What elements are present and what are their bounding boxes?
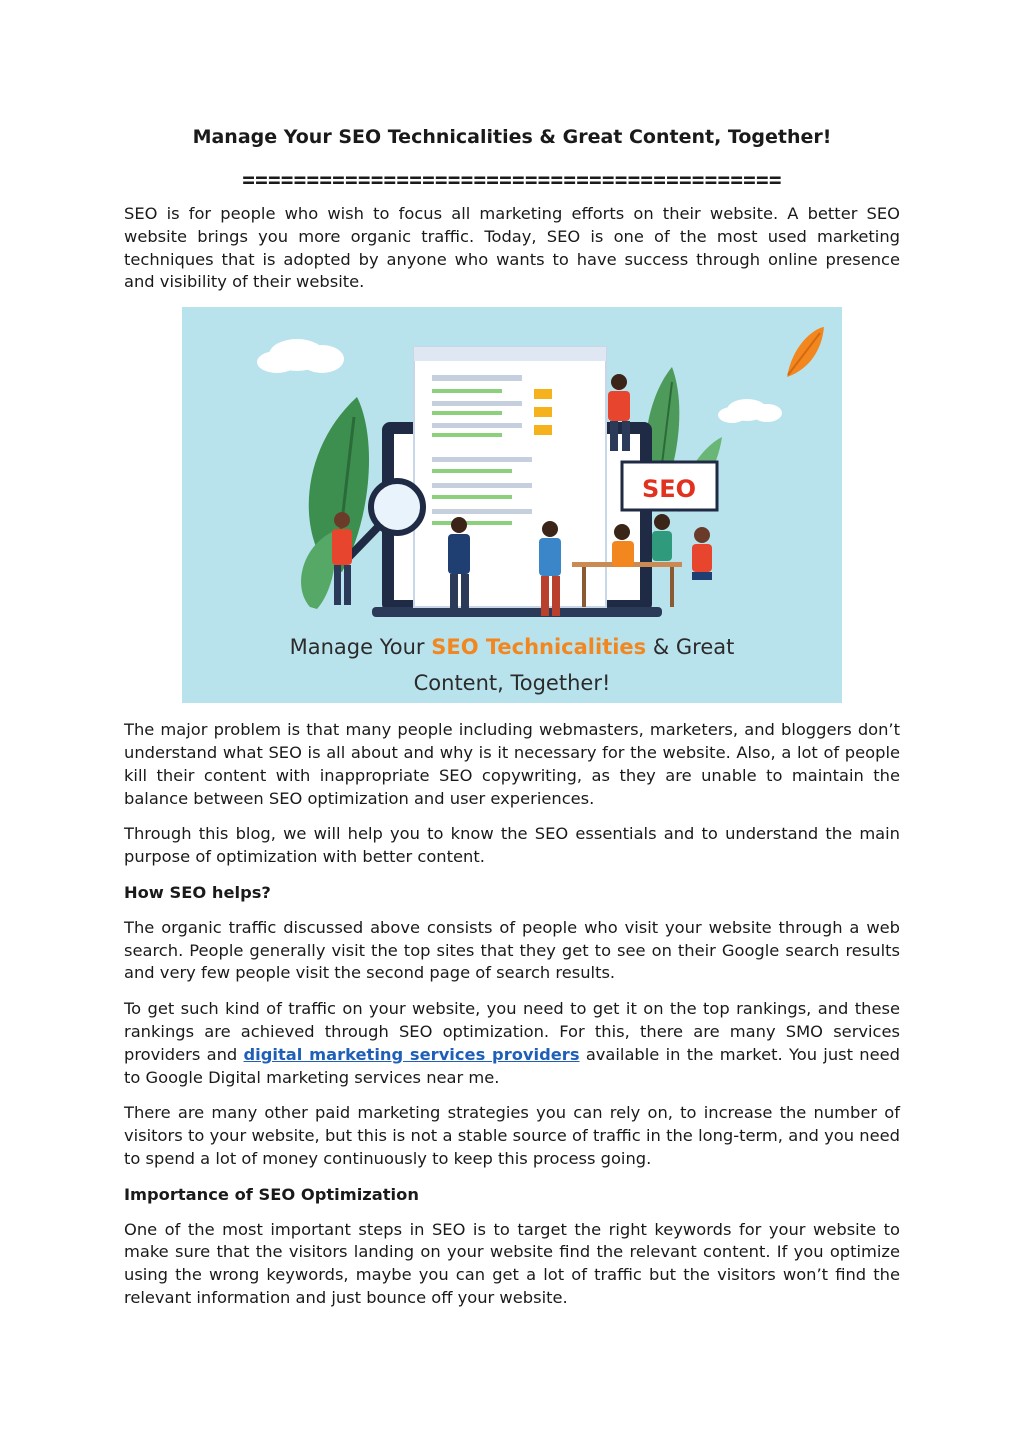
document-body [124, 123, 900, 1323]
seo-illustration-svg [182, 307, 842, 703]
intro-paragraph: SEO is for people who wish to focus all marketing efforts on their website. A better SEO website brings you more organic traffic. Today, SEO is one of the most used marketing techniques that is adopted by anyone who wants to have success through online presence and visibility of their website. [124, 204, 900, 292]
person-icon [692, 527, 712, 580]
keywords-paragraph: One of the most important steps in SEO is to target the right keywords for your website to make sure that the visitors landing on your website find the relevant content. If you optimize using the wrong keywords, maybe you can get a lot of traffic but the visitors won’t find the relevant information and just bounce off your website. [124, 1219, 900, 1307]
seo-illustration [182, 307, 842, 703]
paid-marketing-paragraph: There are many other paid marketing strategies you can rely on, to increase the number of visitors to your website, but this is not a stable source of traffic in the long-term, and you need to spend a lot of money continuously to keep this process going. [124, 1103, 900, 1168]
rankings-text-before-link: To get such kind of traffic on your website, you need to get it on the top rankings, and these rankings are achieved through SEO optimization. For this, there are many SMO services providers and [124, 999, 900, 1064]
problem-paragraph: The major problem is that many people including webmasters, marketers, and bloggers don’t understand what SEO is all about and why is it necessary for the website. Also, a lot of people kill their content with inappropriate SEO copywriting, as they are unable to maintain the balance between SEO optimization and user experiences. [124, 720, 900, 808]
seo-badge-label: SEO [641, 475, 697, 504]
organic-traffic-paragraph: The organic traffic discussed above consists of people who visit your website through a web search. People generally visit the top sites that they get to see on their Google search results and very few people visit the second page of search results. [124, 917, 900, 983]
seo-badge-icon [622, 462, 717, 510]
section-heading-importance: Importance of SEO Optimization [124, 1184, 419, 1204]
section-heading-how-seo-helps: How SEO helps? [124, 882, 271, 902]
rankings-paragraph [124, 998, 900, 1089]
blog-purpose-paragraph: Through this blog, we will help you to know the SEO essentials and to understand the main purpose of optimization with better content. [124, 824, 900, 867]
illustration-caption-line1: Manage Your SEO Technicalities & Great [289, 635, 735, 660]
person-icon [652, 514, 672, 561]
rankings-text-after-link: available in the market. You just need to Google Digital marketing services near me. [124, 1044, 900, 1087]
digital-marketing-link[interactable]: digital marketing services providers [243, 1044, 580, 1064]
page-title: Manage Your SEO Technicalities & Great Content, Together! [192, 126, 832, 148]
illustration-caption-line2: Content, Together! [413, 671, 611, 696]
browser-window-icon [414, 347, 606, 607]
title-underline-rule: ========================================== [242, 168, 782, 192]
